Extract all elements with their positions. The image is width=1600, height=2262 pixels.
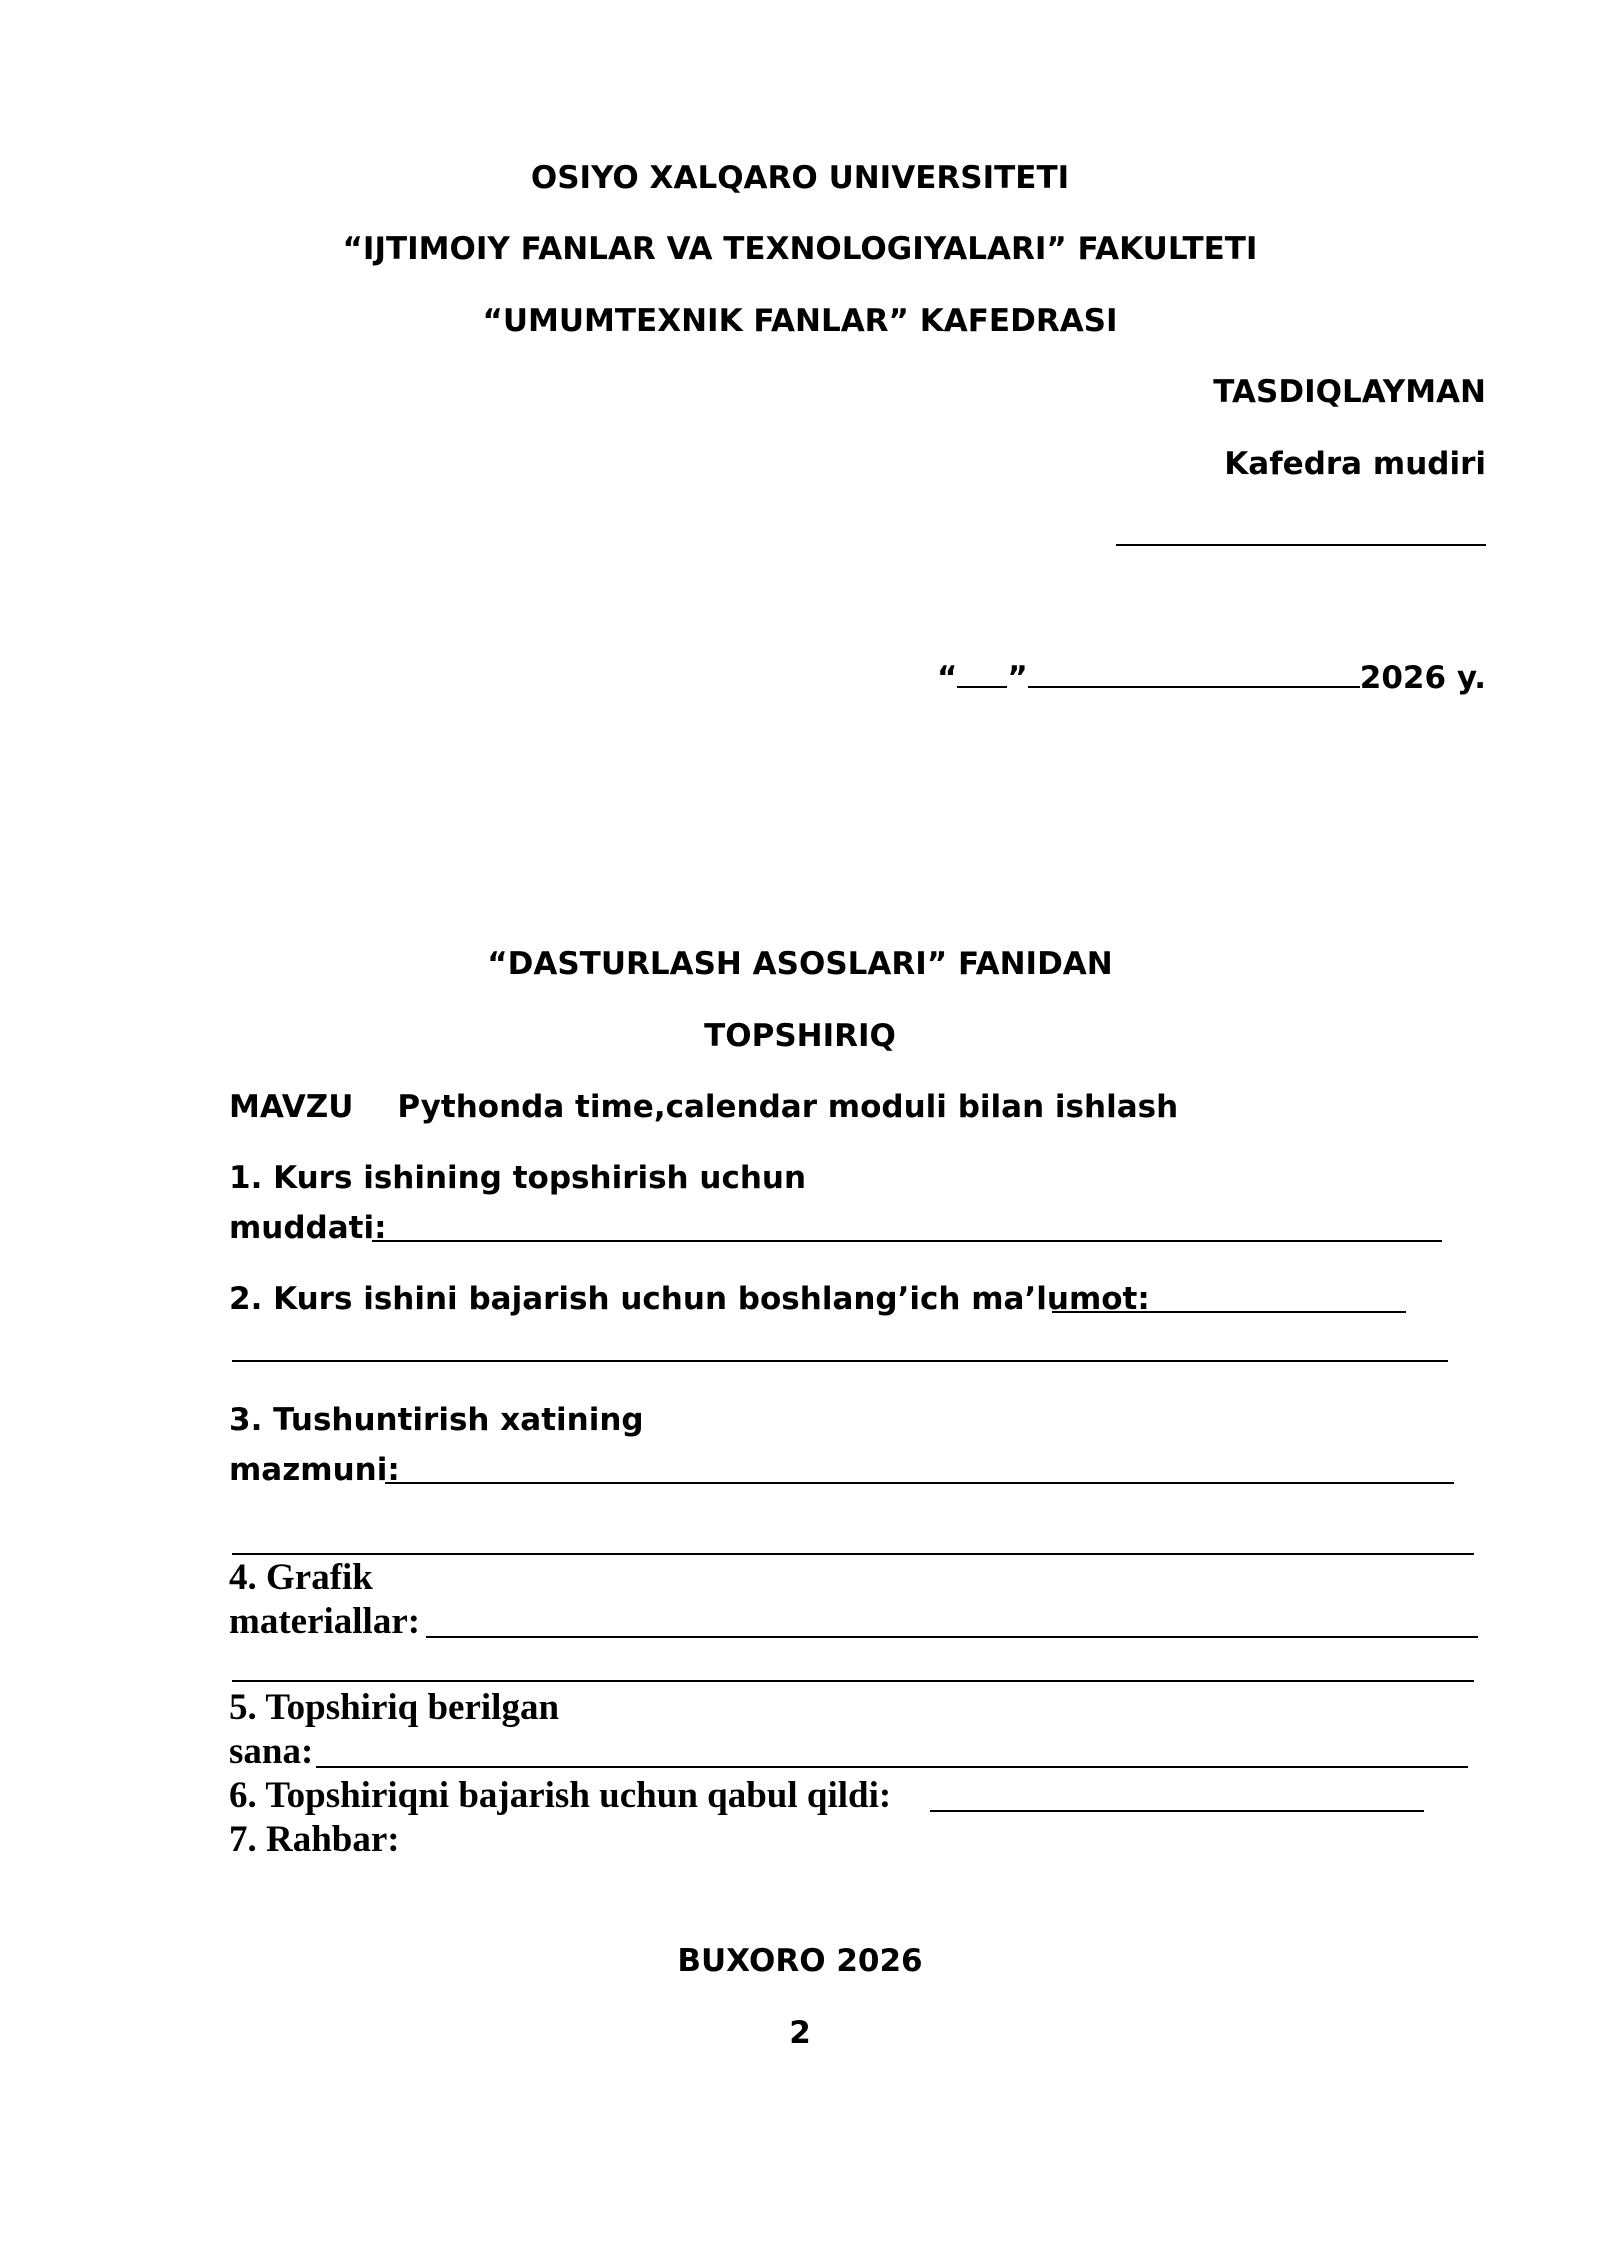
month-blank (1028, 662, 1360, 688)
date-year: 2026 y. (1359, 660, 1486, 696)
item-2-label: 2. Kurs ishini bajarish uchun boshlang’ich ma’lumot: (229, 1281, 1150, 1317)
topic-value: Pythonda time,calendar moduli bilan ishlash (397, 1089, 1179, 1125)
subject-title: “DASTURLASH ASOSLARI” FANIDAN (487, 946, 1113, 982)
item-2-blank-line (1052, 1311, 1406, 1313)
item-4-blank-line (426, 1636, 1478, 1638)
university-name: OSIYO XALQARO UNIVERSITETI (530, 160, 1070, 196)
footer-city-year: BUXORO 2026 (677, 1943, 923, 1979)
approval-role: Kafedra mudiri (1224, 446, 1486, 482)
item-6-blank-line (930, 1810, 1424, 1812)
item-3-continuation (229, 1450, 400, 1490)
department-name: “UMUMTEXNIK FANLAR” KAFEDRASI (482, 303, 1118, 339)
topic-label: MAVZU (229, 1089, 354, 1125)
item-2-second-line (232, 1360, 1448, 1362)
approval-date (937, 658, 1486, 698)
item-3-label-end: mazmuni: (229, 1452, 400, 1488)
item-1-label-end: muddati: (229, 1210, 387, 1246)
date-open-quote: “ (937, 660, 958, 696)
item-3-blank-line (385, 1482, 1454, 1484)
signature-line (1116, 544, 1486, 546)
date-close-quote: ” (1007, 660, 1028, 696)
page-number: 2 (789, 2015, 811, 2051)
item-4-second-line (232, 1680, 1474, 1682)
item-4-continuation (229, 1600, 420, 1644)
item-3-label: 3. Tushuntirish xatining (229, 1402, 644, 1438)
item-5-label-end: sana: (229, 1731, 314, 1772)
item-5-continuation (229, 1730, 313, 1774)
approval-title: TASDIQLAYMAN (1213, 374, 1486, 410)
topic-row (229, 1087, 1178, 1127)
item-1-blank-line (372, 1240, 1442, 1242)
document-type: TOPSHIRIQ (704, 1018, 896, 1054)
item-6-label: 6. Topshiriqni bajarish uchun qabul qildi: (229, 1775, 892, 1816)
day-blank (957, 662, 1007, 688)
item-5-label: 5. Topshiriq berilgan (229, 1687, 560, 1728)
item-4-label: 4. Grafik (229, 1557, 373, 1598)
item-7-label: 7. Rahbar: (229, 1819, 400, 1860)
faculty-name: “IJTIMOIY FANLAR VA TEXNOLOGIYALARI” FAKULTETI (342, 231, 1258, 267)
item-1-continuation (229, 1208, 387, 1248)
item-3-second-line (232, 1553, 1474, 1555)
item-1-label: 1. Kurs ishining topshirish uchun (229, 1160, 807, 1196)
item-4-label-end: materiallar: (229, 1601, 421, 1642)
item-5-blank-line (316, 1766, 1468, 1768)
